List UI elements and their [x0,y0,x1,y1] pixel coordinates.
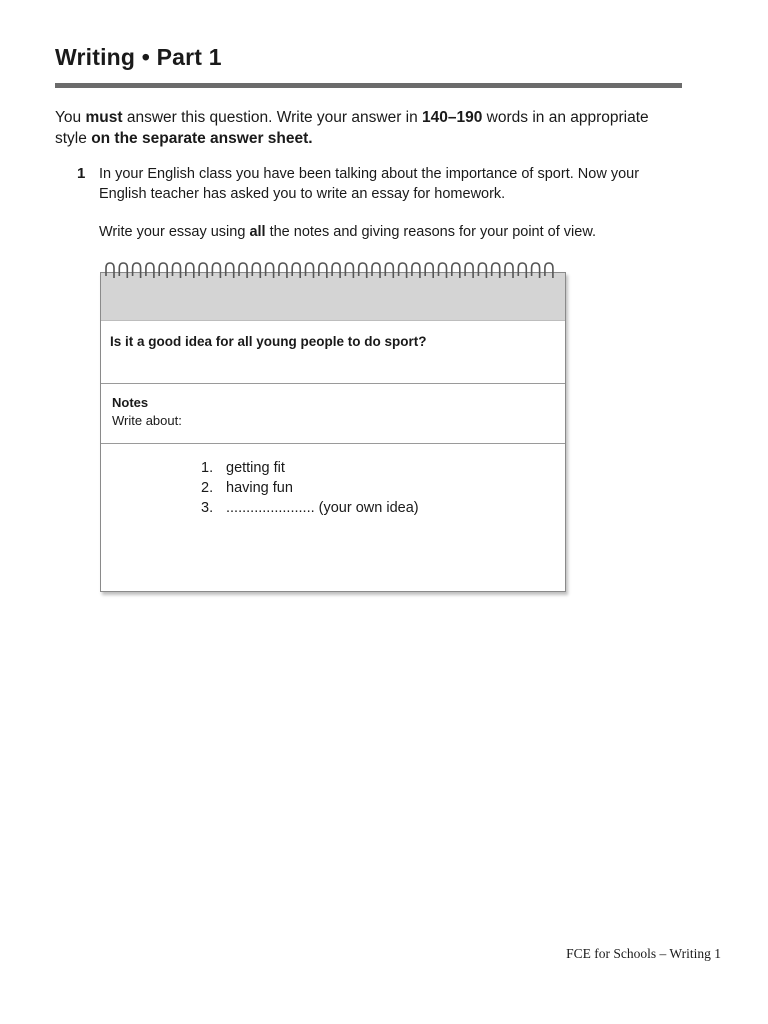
write-about-label: Write about: [112,413,182,428]
spiral-ring [306,263,314,278]
list-item-text: getting fit [226,460,285,476]
spiral-ring [119,263,127,278]
page-footer: FCE for Schools – Writing 1 [566,946,721,961]
spiral-ring [226,263,234,278]
spiral-ring [399,263,407,278]
spiral-ring [279,263,287,278]
notes-heading: Notes [112,395,149,410]
notebook-card [100,272,566,592]
spiral-ring [186,263,194,278]
spiral-ring [106,263,114,278]
question-instruction-text-1: Write your essay using [99,224,250,240]
spiral-ring [266,263,274,278]
spiral-ring [465,263,473,278]
instructions-text-3: words in an appropriate style [55,109,649,147]
essay-question: Is it a good idea for all young people to do sport? [101,321,565,384]
question-instruction-all: all [249,224,266,240]
spiral-ring [439,263,447,278]
page-title: Writing • Part 1 [55,44,222,70]
spiral-ring [252,263,260,278]
spiral-ring [332,263,340,278]
list-item-number: 2. [201,480,214,496]
list-item-text: ...................... (your own idea) [226,500,419,516]
spiral-ring [133,263,141,278]
spiral-ring [345,263,353,278]
spiral-ring [159,263,167,278]
instructions-must: must [85,109,123,126]
notes-list [101,444,565,518]
task-instructions [55,107,665,149]
spiral-ring [478,263,486,278]
spiral-ring [212,263,220,278]
spiral-ring [372,263,380,278]
spiral-ring [292,263,300,278]
question-text: In your English class you have been talking about the importance of sport. Now your English teacher has asked you to write an essay for homework. [99,166,640,202]
list-item-number: 3. [201,500,214,516]
notes-section [101,384,565,444]
list-item [101,478,565,498]
list-item-number: 1. [201,460,214,476]
spiral-ring [532,263,540,278]
spiral-ring [518,263,526,278]
title-divider [55,83,682,88]
list-item [101,498,565,518]
spiral-ring [239,263,247,278]
instructions-word-count: 140–190 [422,109,483,126]
question-instruction-text-2: the notes and giving reasons for your point of view. [265,224,597,240]
spiral-ring [173,263,181,278]
notebook-spiral-binding [104,262,560,284]
spiral-ring [146,263,154,278]
spiral-ring [319,263,327,278]
spiral-ring [412,263,420,278]
spiral-ring [359,263,367,278]
spiral-ring [425,263,433,278]
list-item [101,458,565,478]
instructions-text-2: answer this question. Write your answer in [122,109,423,126]
list-item-text: having fun [226,480,293,496]
question-number: 1 [77,165,86,182]
spiral-ring [545,263,553,278]
spiral-ring [199,263,207,278]
question-instruction [99,223,689,243]
spiral-ring [505,263,513,278]
spiral-ring [452,263,460,278]
spiral-ring [492,263,500,278]
spiral-ring [385,263,393,278]
instructions-text-1: You [55,109,86,126]
instructions-answer-sheet: on the separate answer sheet. [91,130,313,147]
